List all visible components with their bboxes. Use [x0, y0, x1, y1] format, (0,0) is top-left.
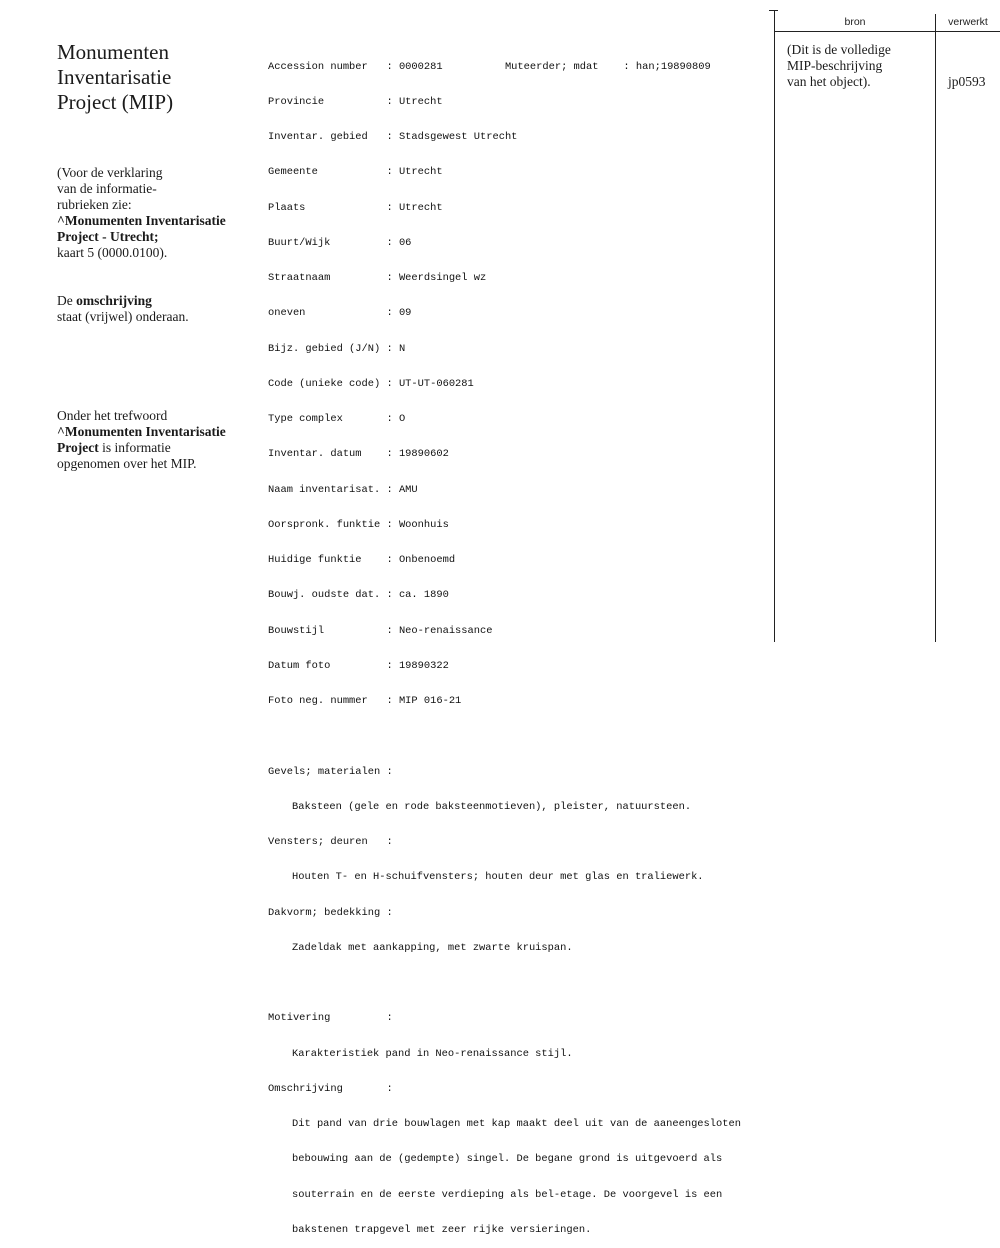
dakvorm-label: Dakvorm; bedekking : [268, 906, 393, 919]
bron-line-2: MIP-beschrijving [787, 58, 883, 73]
verwerkt-value: jp0593 [948, 74, 986, 89]
field-bouwjaar: Bouwj. oudste dat. : ca. 1890 [268, 589, 449, 602]
omschrijving-line-1: Dit pand van drie bouwlagen met kap maakt deel uit van de aaneengesloten [292, 1118, 741, 1130]
bron-line-3: van het object). [787, 74, 871, 89]
left-column [57, 40, 257, 471]
note1-line4: kaart 5 (0000.0100). [57, 245, 168, 260]
motivering-label: Motivering : [268, 1012, 393, 1025]
note1-line3: rubrieken zie: [57, 197, 132, 212]
note3-link-line1[interactable]: ^Monumenten Inventarisatie [57, 424, 226, 439]
dakvorm-value: Zadeldak met aankapping, met zwarte kruispan. [292, 941, 573, 954]
note-trefwoord [57, 408, 257, 472]
title-line-1: Monumenten [57, 40, 169, 64]
note3-suffix: is informatie [98, 440, 171, 455]
note2-line2: staat (vrijwel) onderaan. [57, 309, 189, 324]
note3-link-line2[interactable]: Project [57, 440, 99, 455]
title-line-3: Project (MIP) [57, 90, 174, 114]
note3-line3: opgenomen over het MIP. [57, 456, 197, 471]
note1-line1: (Voor de verklaring [57, 165, 163, 180]
bron-left-divider [774, 10, 775, 642]
note2-prefix: De [57, 293, 77, 308]
page-title [57, 40, 257, 115]
field-bouwstijl: Bouwstijl : Neo-renaissance [268, 624, 493, 637]
note2-bold: omschrijving [76, 293, 152, 308]
field-inventar-gebied: Inventar. gebied : Stadsgewest Utrecht [268, 131, 518, 143]
field-gemeente: Gemeente : Utrecht [268, 166, 443, 179]
note1-link-line1[interactable]: ^Monumenten Inventarisatie [57, 213, 226, 228]
note1-link-line2[interactable]: Project - Utrecht; [57, 229, 159, 244]
bron-line-1: (Dit is de volledige [787, 42, 891, 57]
bron-note [787, 42, 927, 90]
mip-record [268, 38, 768, 1248]
field-bijz-gebied: Bijz. gebied (J/N) : N [268, 342, 406, 355]
gevels-label: Gevels; materialen : [268, 765, 393, 778]
note1-line2: van de informatie- [57, 181, 157, 196]
motivering-value: Karakteristiek pand in Neo-renaissance stijl. [292, 1047, 573, 1060]
field-inventar-datum: Inventar. datum : 19890602 [268, 448, 449, 461]
omschrijving-line-3: souterrain en de eerste verdieping als bel-etage. De voorgevel is een [292, 1188, 723, 1201]
verwerkt-header: verwerkt [948, 16, 988, 28]
field-type-complex: Type complex : O [268, 413, 406, 425]
note-explanation [57, 165, 257, 261]
field-foto-neg: Foto neg. nummer : MIP 016-21 [268, 695, 462, 707]
bron-header: bron [844, 16, 866, 28]
field-straatnaam: Straatnaam : Weerdsingel wz [268, 272, 487, 284]
gevels-value: Baksteen (gele en rode baksteenmotieven), pleister, natuursteen. [292, 800, 692, 813]
header-underline [775, 31, 1000, 32]
field-oorspronk-funktie: Oorspronk. funktie : Woonhuis [268, 518, 449, 531]
vensters-label: Vensters; deuren : [268, 836, 393, 848]
note-omschrijving [57, 293, 257, 325]
field-naam-inventarisat: Naam inventarisat. : AMU [268, 483, 418, 496]
field-buurt: Buurt/Wijk : 06 [268, 236, 412, 249]
vensters-value: Houten T- en H-schuifvensters; houten deur met glas en traliewerk. [292, 871, 704, 884]
field-datum-foto: Datum foto : 19890322 [268, 659, 449, 672]
field-oneven: oneven : 09 [268, 307, 412, 320]
omschrijving-line-4: bakstenen trapgevel met zeer rijke versieringen. [292, 1223, 592, 1236]
omschrijving-line-2: bebouwing aan de (gedempte) singel. De begane grond is uitgevoerd als [292, 1153, 723, 1166]
note3-line1: Onder het trefwoord [57, 408, 168, 423]
title-line-2: Inventarisatie [57, 65, 172, 89]
field-code: Code (unieke code) : UT-UT-060281 [268, 377, 474, 390]
verwerkt-left-divider [935, 14, 936, 642]
divider-top-tick [769, 10, 778, 11]
field-accession: Accession number : 0000281 Muteerder; mdat : han;19890809 [268, 60, 711, 73]
field-huidige-funktie: Huidige funktie : Onbenoemd [268, 554, 456, 566]
field-provincie: Provincie : Utrecht [268, 95, 443, 108]
omschrijving-label: Omschrijving : [268, 1082, 393, 1095]
field-plaats: Plaats : Utrecht [268, 201, 443, 214]
